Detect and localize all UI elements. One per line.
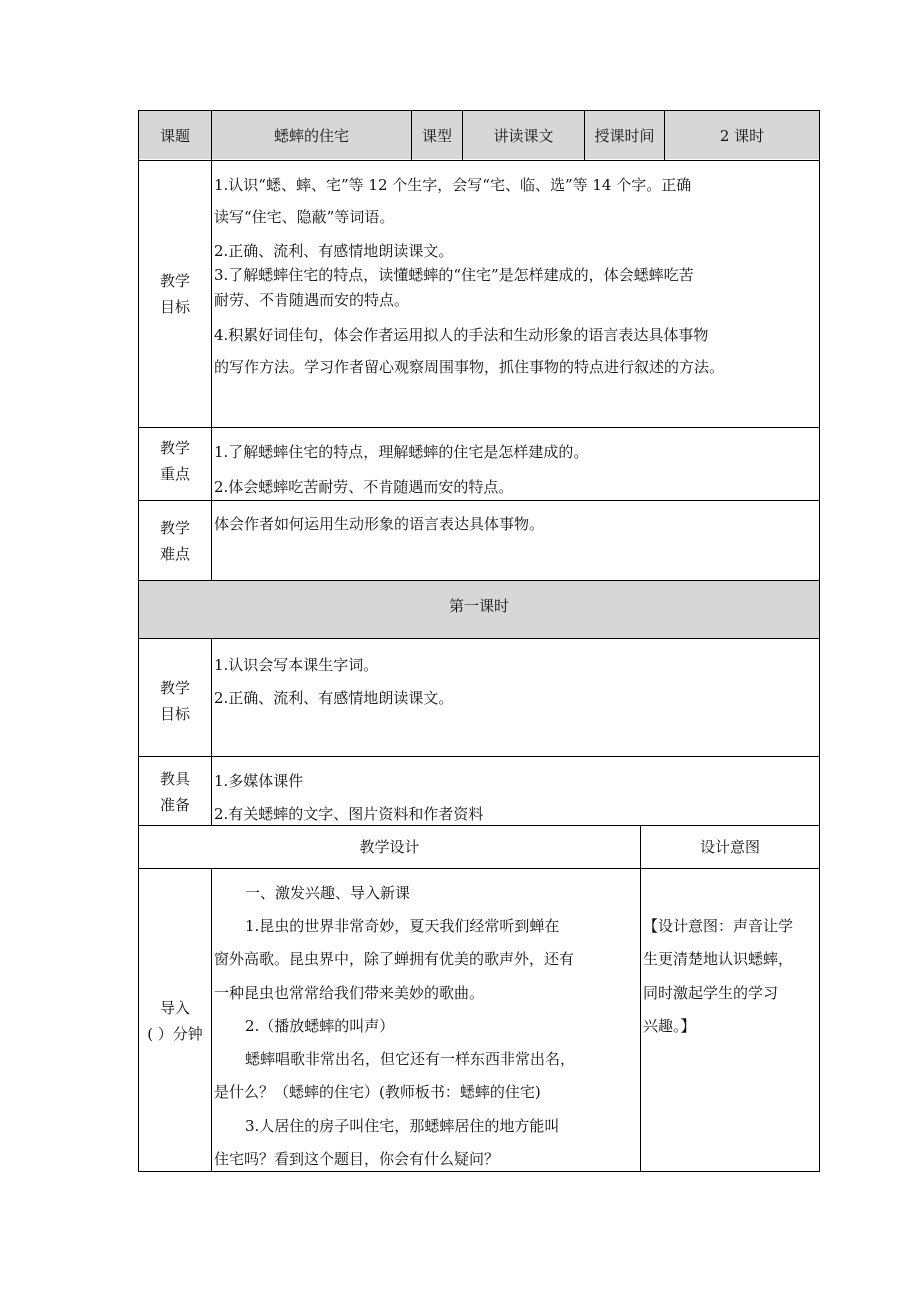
session-goals-label xyxy=(139,675,211,727)
goals-line: 4.积累好词佳句，体会作者运用拟人的手法和生动形象的语言表达具体事物 xyxy=(214,326,709,344)
design-column-header: 教学设计 xyxy=(359,838,420,856)
intro-intent-line: 兴趣。】 xyxy=(643,1017,696,1035)
intro-intent-line: 同时激起学生的学习 xyxy=(643,984,779,1002)
goals-line: 3.了解蟋蟀住宅的特点，读懂蟋蟀的“住宅”是怎样建成的，体会蟋蟀吃苦 xyxy=(214,266,694,284)
lesson-type-label: 课型 xyxy=(421,127,452,145)
key-points-label xyxy=(139,435,211,487)
goals-line: 1.认识“蟋、蟀、宅”等 12 个生字，会写“宅、临、选”等 14 个字。正确 xyxy=(214,176,692,194)
intro-label xyxy=(139,995,211,1047)
difficulties-label-line1: 教学 xyxy=(159,519,190,537)
session-title: 第一课时 xyxy=(448,597,509,615)
goals-line: 的写作方法。学习作者留心观察周围事物，抓住事物的特点进行叙述的方法。 xyxy=(214,358,725,376)
tools-label-line1: 教具 xyxy=(159,770,190,788)
key-points-line: 1.了解蟋蟀住宅的特点，理解蟋蟀的住宅是怎样建成的。 xyxy=(214,443,589,461)
difficulties-label-line2: 难点 xyxy=(159,545,190,563)
lesson-type-value: 讲读课文 xyxy=(493,127,554,145)
tools-line: 1.多媒体课件 xyxy=(214,772,304,790)
session-goals-line: 2.正确、流利、有感情地朗读课文。 xyxy=(214,689,454,707)
intro-line: 蟋蟀唱歌非常出名，但它还有一样东西非常出名， xyxy=(245,1050,576,1068)
intro-line: 窗外高歌。昆虫界中，除了蝉拥有优美的歌声外，还有 xyxy=(214,950,575,968)
goals-line: 读写“住宅、隐蔽”等词语。 xyxy=(214,208,395,226)
goals-label-line1: 教学 xyxy=(159,272,190,290)
session-goals-label-line1: 教学 xyxy=(159,679,190,697)
intro-line: 2.（播放蟋蟀的叫声） xyxy=(245,1017,395,1035)
key-points-label-line2: 重点 xyxy=(159,465,190,483)
lesson-time-label: 授课时间 xyxy=(594,127,655,145)
goals-label xyxy=(139,268,211,320)
intro-label-line2: ( ）分钟 xyxy=(147,1025,203,1043)
intro-line: 一种昆虫也常常给我们带来美妙的歌曲。 xyxy=(214,984,485,1002)
goals-line: 2.正确、流利、有感情地朗读课文。 xyxy=(214,242,454,260)
session-goals-label-line2: 目标 xyxy=(159,705,190,723)
lesson-title-label: 课题 xyxy=(159,127,190,145)
intro-line: 住宅吗？看到这个题目，你会有什么疑问？ xyxy=(214,1150,500,1168)
intro-intent-line: 【设计意图：声音让学 xyxy=(643,917,794,935)
key-points-label-line1: 教学 xyxy=(159,439,190,457)
intro-line: 1.昆虫的世界非常奇妙，夏天我们经常听到蝉在 xyxy=(245,917,560,935)
difficulties-label xyxy=(139,515,211,567)
goals-line: 耐劳、不肯随遇而安的特点。 xyxy=(214,291,410,309)
intro-label-line1: 导入 xyxy=(159,999,190,1017)
intent-column-header: 设计意图 xyxy=(699,838,760,856)
intro-line: 是什么？（蟋蟀的住宅）(教师板书：蟋蟀的住宅) xyxy=(214,1083,541,1101)
intro-intent-line: 生更清楚地认识蟋蟀， xyxy=(643,950,794,968)
intro-line: 一、激发兴趣、导入新课 xyxy=(245,884,411,902)
tools-label-line2: 准备 xyxy=(159,796,190,814)
lesson-title-value: 蟋蟀的住宅 xyxy=(273,127,349,145)
key-points-line: 2.体会蟋蟀吃苦耐劳、不肯随遇而安的特点。 xyxy=(214,478,514,496)
difficulties-text: 体会作者如何运用生动形象的语言表达具体事物。 xyxy=(214,515,545,533)
lesson-time-value: 2 课时 xyxy=(719,127,765,145)
tools-label xyxy=(139,766,211,818)
goals-label-line2: 目标 xyxy=(159,298,190,316)
tools-line: 2.有关蟋蟀的文字、图片资料和作者资料 xyxy=(214,805,484,823)
session-goals-line: 1.认识会写本课生字词。 xyxy=(214,656,379,674)
intro-line: 3.人居住的房子叫住宅，那蟋蟀居住的地方能叫 xyxy=(245,1117,560,1135)
